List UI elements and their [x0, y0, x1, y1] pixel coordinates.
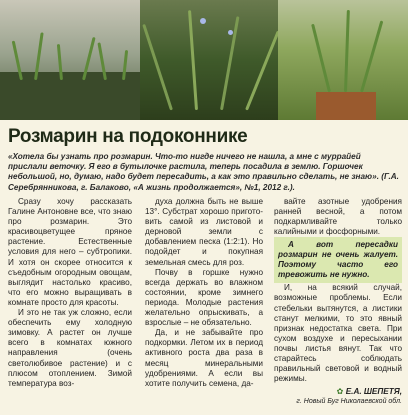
body-paragraph: И это не так уж сложно, если обеспечить ему холодную зимовку. А растет он лучше всего в комнатах южного направления (очень светолюбивое растение) и с плюсом отоплением. Зимой температура воз- — [8, 308, 132, 388]
column-3 — [274, 197, 402, 408]
author-signature — [274, 387, 402, 407]
seedling-pots-photo — [0, 0, 140, 120]
potted-rosemary-photo — [278, 0, 408, 120]
photo-strip — [0, 0, 408, 120]
body-paragraph: вайте азотные удобрения ранней весной, а потом подкармливайте только калийными и фосфорными. — [274, 197, 402, 237]
author-name: Е.А. ШЕПЕТЯ, — [345, 387, 402, 397]
body-paragraph: Сразу хочу рассказать Галине Антоновне все, что знаю про розмарин. Это красивоцветущее пряное растение. Естественные условия для него – субтропики. И хотя он скорее относится к съедобным огородным овощам, выглядит настолько красиво, что его можно выращивать в комнате просто для красоты. — [8, 197, 132, 307]
rosemary-bush-photo — [140, 0, 278, 120]
column-1 — [8, 197, 132, 389]
column-2 — [145, 197, 263, 389]
article-body — [8, 197, 402, 415]
body-paragraph: И, на всякий случай, возможные проблемы. Если стебельки вытянутся, а листики станут мелкими, то это явный признак недостатка света. При сухом воздухе и пересыхании почвы листья вянут. Так что старайтесь соблюдать правильный световой и водный режимы. — [274, 283, 402, 384]
body-paragraph: духа должна быть не выше 13°. Субстрат хорошо приготовить самой из листовой и дерновой земли с добавлением песка (1:2:1). Но подойдет и покупная земельная смесь для роз. — [145, 197, 263, 267]
body-paragraph: Да, и не забывайте про подкормки. Летом их в период активного роста два раза в месяц минеральными удобрениями. А если вы хотите получить семена, да- — [145, 328, 263, 388]
author-place: г. Новый Буг Николаевской обл. — [296, 398, 402, 406]
body-paragraph: Почву в горшке нужно всегда держать во влажном состоянии, кроме зимнего периода. Молодые растения желательно опрыскивать, а взрослые – не обязательно. — [145, 267, 263, 328]
reader-letter: «Хотела бы узнать про розмарин. Что-то нигде ничего не нашла, а мне с муррайей прислали веточку. Я его в бутылочке растила, теперь посадила в землю. Горшочек небольшой, но, думаю, надо будет пересадить, а как это правильно сделать, не знаю». (Г.А. Серебрянникова, г. Балаково, «А жизнь продолжается», №1, 2012 г.). — [8, 152, 399, 192]
article-title: Розмарин на подоконнике — [8, 126, 248, 147]
callout-box: А вот пересадки розмарин не очень жалует. Поэтому часто его тревожить не нужно. — [274, 237, 402, 283]
flower-icon: ✿ — [336, 387, 344, 397]
